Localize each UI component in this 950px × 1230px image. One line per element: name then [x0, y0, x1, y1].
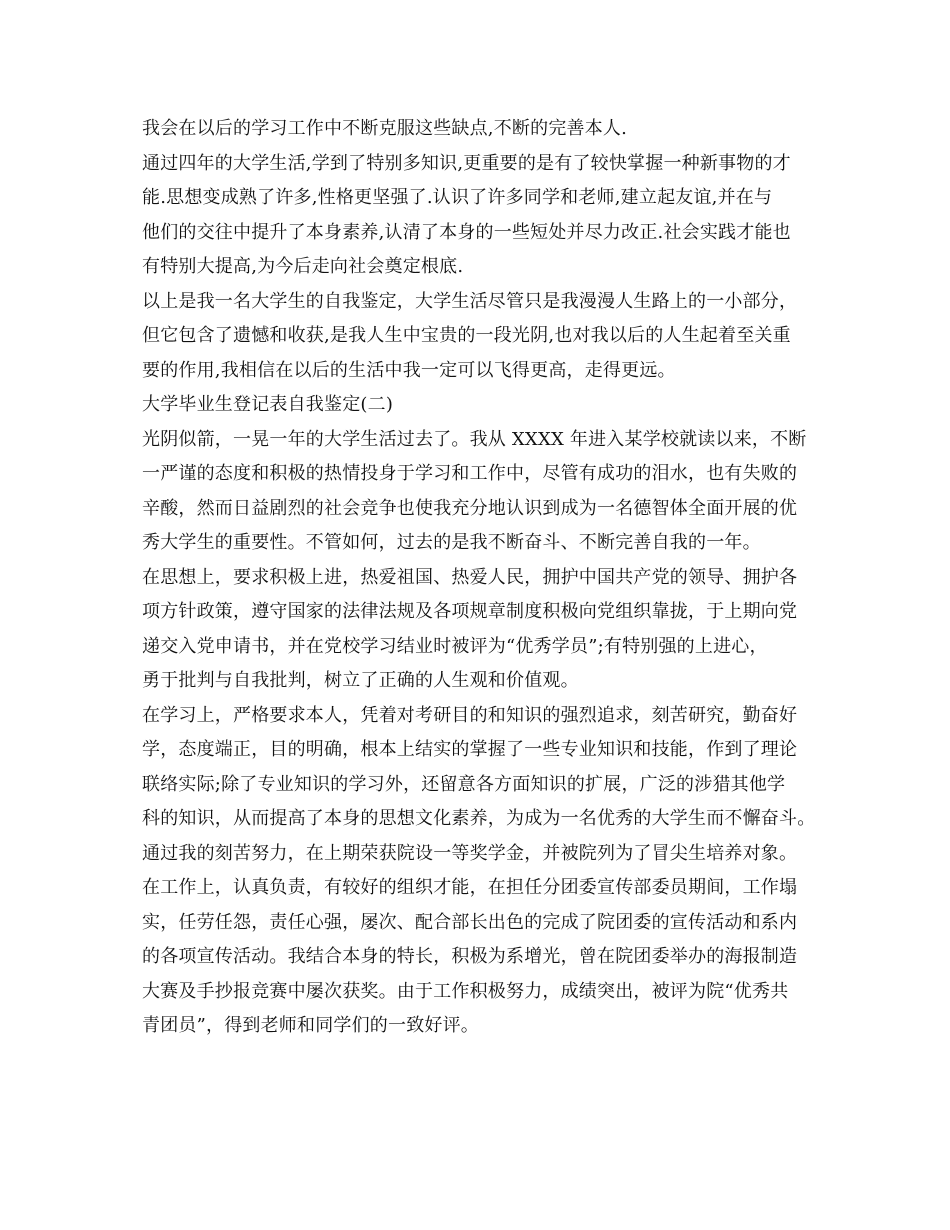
text-line: 递交入党申请书，并在党校学习结业时被评为“优秀学员”;有特别强的上进心，	[142, 635, 768, 657]
text-line: 但它包含了遗憾和收获,是我人生中宝贵的一段光阴,也对我以后的人生起着至关重	[142, 325, 791, 346]
text-line: 以上是我一名大学生的自我鉴定，大学生活尽管只是我漫漫人生路上的一小部分，	[142, 290, 798, 312]
text-line: 光阴似箭，一晃一年的大学生活过去了。我从 XXXX 年进入某学校就读以来，不断	[142, 428, 807, 450]
text-line: 联络实际;除了专业知识的学习外，还留意各方面知识的扩展，广泛的涉猎其他学	[142, 773, 786, 795]
text-line: 大赛及手抄报竞赛中屡次获奖。由于工作积极努力，成绩突出，被评为院“优秀共	[142, 980, 789, 1002]
text-line: 在思想上，要求积极上进，热爱祖国、热爱人民，拥护中国共产党的领导、拥护各	[142, 566, 798, 588]
text-line: 他们的交往中提升了本身素养,认清了本身的一些短处并尽力改正.社会实践才能也	[142, 221, 791, 243]
text-line: 项方针政策，遵守国家的法律法规及各项规章制度积极向党组织靠拢，于上期向党	[142, 601, 798, 622]
text-line: 能.思想变成熟了许多,性格更坚强了.认识了许多同学和老师,建立起友谊,并在与	[142, 187, 773, 208]
text-line: 我会在以后的学习工作中不断克服这些缺点,不断的完善本人.	[142, 118, 628, 139]
text-line: 实，任劳任怨，责任心强，屡次、配合部长出色的完成了院团委的宣传活动和系内	[142, 911, 798, 933]
text-line: 青团员”，得到老师和同学们的一致好评。	[142, 1015, 480, 1036]
text-line: 要的作用,我相信在以后的生活中我一定可以飞得更高，走得更远。	[142, 359, 676, 381]
text-line: 一严谨的态度和积极的热情投身于学习和工作中，尽管有成功的泪水，也有失败的	[142, 463, 798, 484]
text-line: 通过我的刻苦努力，在上期荣获院设一等奖学金，并被院列为了冒尖生培养对象。	[142, 842, 798, 864]
text-line: 秀大学生的重要性。不管如何，过去的是我不断奋斗、不断完善自我的一年。	[142, 532, 761, 553]
text-line: 科的知识，从而提高了本身的思想文化素养，为成为一名优秀的大学生而不懈奋斗。	[142, 808, 816, 829]
text-line: 学，态度端正，目的明确，根本上结实的掌握了一些专业知识和技能，作到了理论	[142, 739, 798, 760]
text-line: 在学习上，严格要求本人，凭着对考研目的和知识的强烈追求，刻苦研究，勤奋好	[142, 704, 798, 726]
text-line: 在工作上，认真负责，有较好的组织才能，在担任分团委宣传部委员期间，工作塌	[142, 877, 798, 898]
text-line: 的各项宣传活动。我结合本身的特长，积极为系增光，曾在院团委举办的海报制造	[142, 946, 798, 967]
section-heading: 大学毕业生登记表自我鉴定(二)	[142, 394, 394, 415]
text-line: 辛酸，然而日益剧烈的社会竞争也使我充分地认识到成为一名德智体全面开展的优	[142, 497, 798, 519]
document-body	[142, 112, 832, 1044]
text-line: 通过四年的大学生活,学到了特别多知识,更重要的是有了较快掌握一种新事物的才	[142, 152, 791, 174]
text-line: 勇于批判与自我批判，树立了正确的人生观和价值观。	[142, 670, 579, 691]
text-line: 有特别大提高,为今后走向社会奠定根底.	[142, 256, 464, 277]
